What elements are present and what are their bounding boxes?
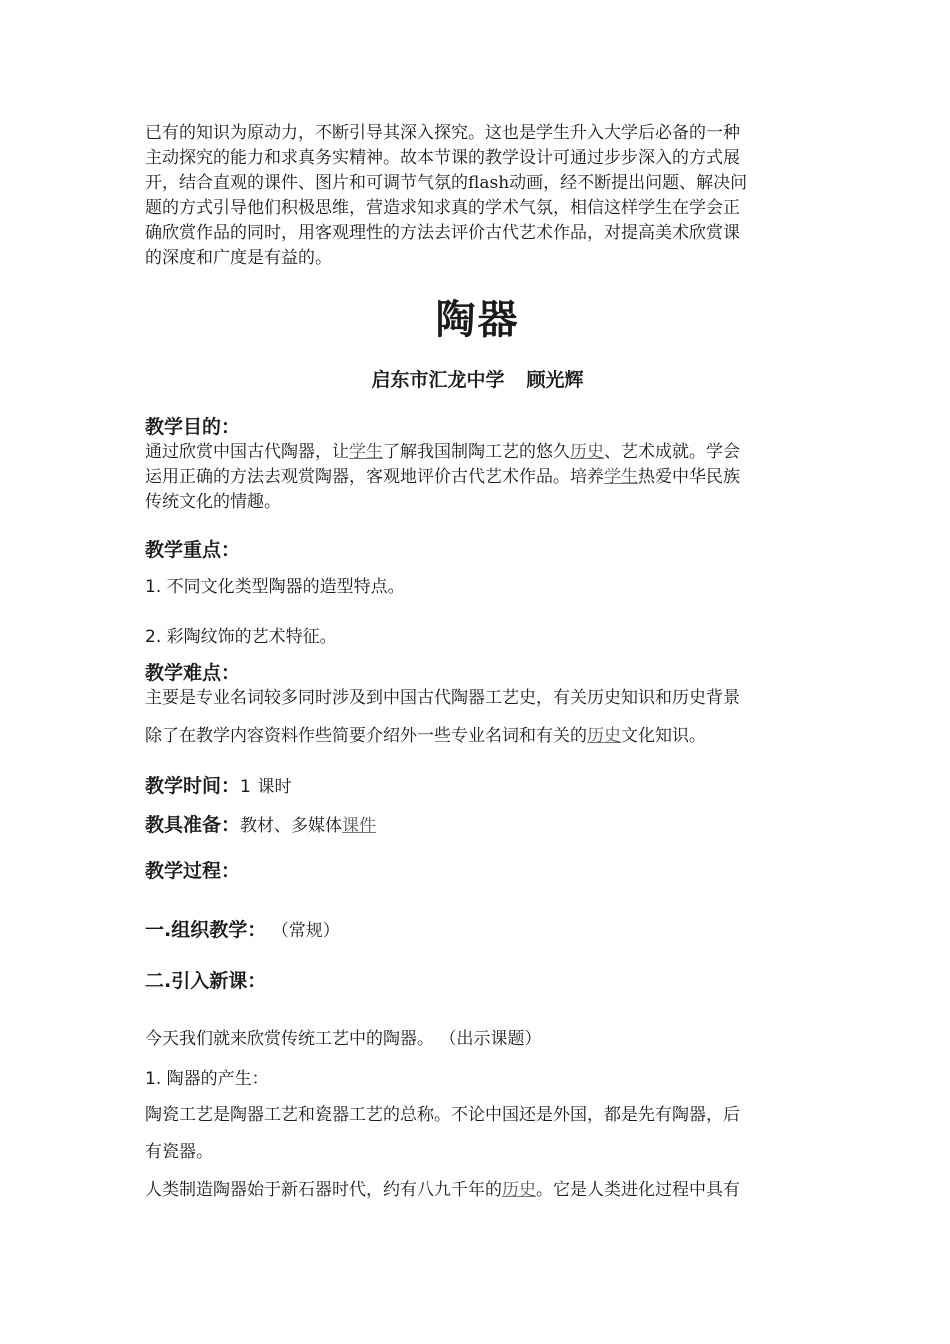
teaching-tools: 教具准备：教材、多媒体课件: [145, 814, 377, 836]
origin-text: 人类制造陶器始于新石器时代，约有八九千年的历史。它是人类进化过程中具有: [145, 1180, 740, 1200]
time-unit: 课时: [257, 777, 292, 797]
link-courseware[interactable]: 课件: [342, 816, 377, 836]
process-heading: 教学过程：: [145, 860, 241, 882]
intro-line: 主动探究的能力和求真务实精神。故本节课的教学设计可通过步步深入的方式展: [145, 148, 740, 168]
intro-line: 已有的知识为原动力，不断引导其深入探究。这也是学生升入大学后必备的一种: [145, 123, 740, 143]
author-school: 启东市汇龙中学: [371, 369, 505, 391]
intro-line: 开，结合直观的课件、图片和可调节气氛的flash动画，经不断提出问题、解决问: [145, 173, 748, 193]
origin-heading: 1. 陶器的产生：: [145, 1069, 269, 1089]
intro-line: 题的方式引导他们积极思维，营造求知求真的学术气氛，相信这样学生在学会正: [145, 198, 740, 218]
difficulty-line: 主要是专业名词较多同时涉及到中国古代陶器工艺史，有关历史知识和历史背景: [145, 688, 740, 708]
time-number: 1: [240, 777, 251, 797]
section-note: （常规）: [280, 921, 340, 941]
keypoints-heading: 教学重点：: [145, 539, 241, 561]
link-history[interactable]: 历史: [587, 726, 621, 746]
intro-new-lesson: 今天我们就来欣赏传统工艺中的陶器。 （出示课题）: [145, 1029, 542, 1049]
link-student[interactable]: 学生: [604, 467, 638, 487]
link-history[interactable]: 历史: [502, 1180, 536, 1200]
objective-text: 通过欣赏中国古代陶器，让学生了解我国制陶工艺的悠久历史、艺术成就。学会 运用正确的方法去观赏陶器，客观地评价古代艺术作品。培养学生热爱中华民族 传统文化的情趣。: [145, 442, 740, 512]
intro-paragraph: [145, 121, 810, 271]
teaching-time: 教学时间：1 课时: [145, 775, 292, 797]
document-title: 陶器: [435, 297, 520, 343]
difficulty-line: 除了在教学内容资料作些简要介绍外一些专业名词和有关的历史文化知识。: [145, 726, 706, 746]
intro-line: 的深度和广度是有益的。: [145, 248, 332, 268]
keypoint-item: 2. 彩陶纹饰的艺术特征。: [145, 627, 337, 647]
section-introduce: 二.引入新课：: [145, 970, 267, 992]
author-name: 顾光辉: [526, 369, 584, 391]
objective-heading: 教学目的：: [145, 416, 241, 438]
link-student[interactable]: 学生: [349, 442, 383, 462]
difficulty-heading: 教学难点：: [145, 662, 241, 684]
origin-text: 有瓷器。: [145, 1142, 213, 1162]
keypoint-item: 1. 不同文化类型陶器的造型特点。: [145, 577, 405, 597]
link-history[interactable]: 历史: [570, 442, 604, 462]
section-organize: 一.组织教学： （常规）: [145, 919, 340, 941]
author-line: [145, 366, 810, 394]
intro-line: 确欣赏作品的同时，用客观理性的方法去评价古代艺术作品，对提高美术欣赏课: [145, 223, 740, 243]
origin-text: 陶瓷工艺是陶器工艺和瓷器工艺的总称。不论中国还是外国，都是先有陶器，后: [145, 1105, 740, 1125]
